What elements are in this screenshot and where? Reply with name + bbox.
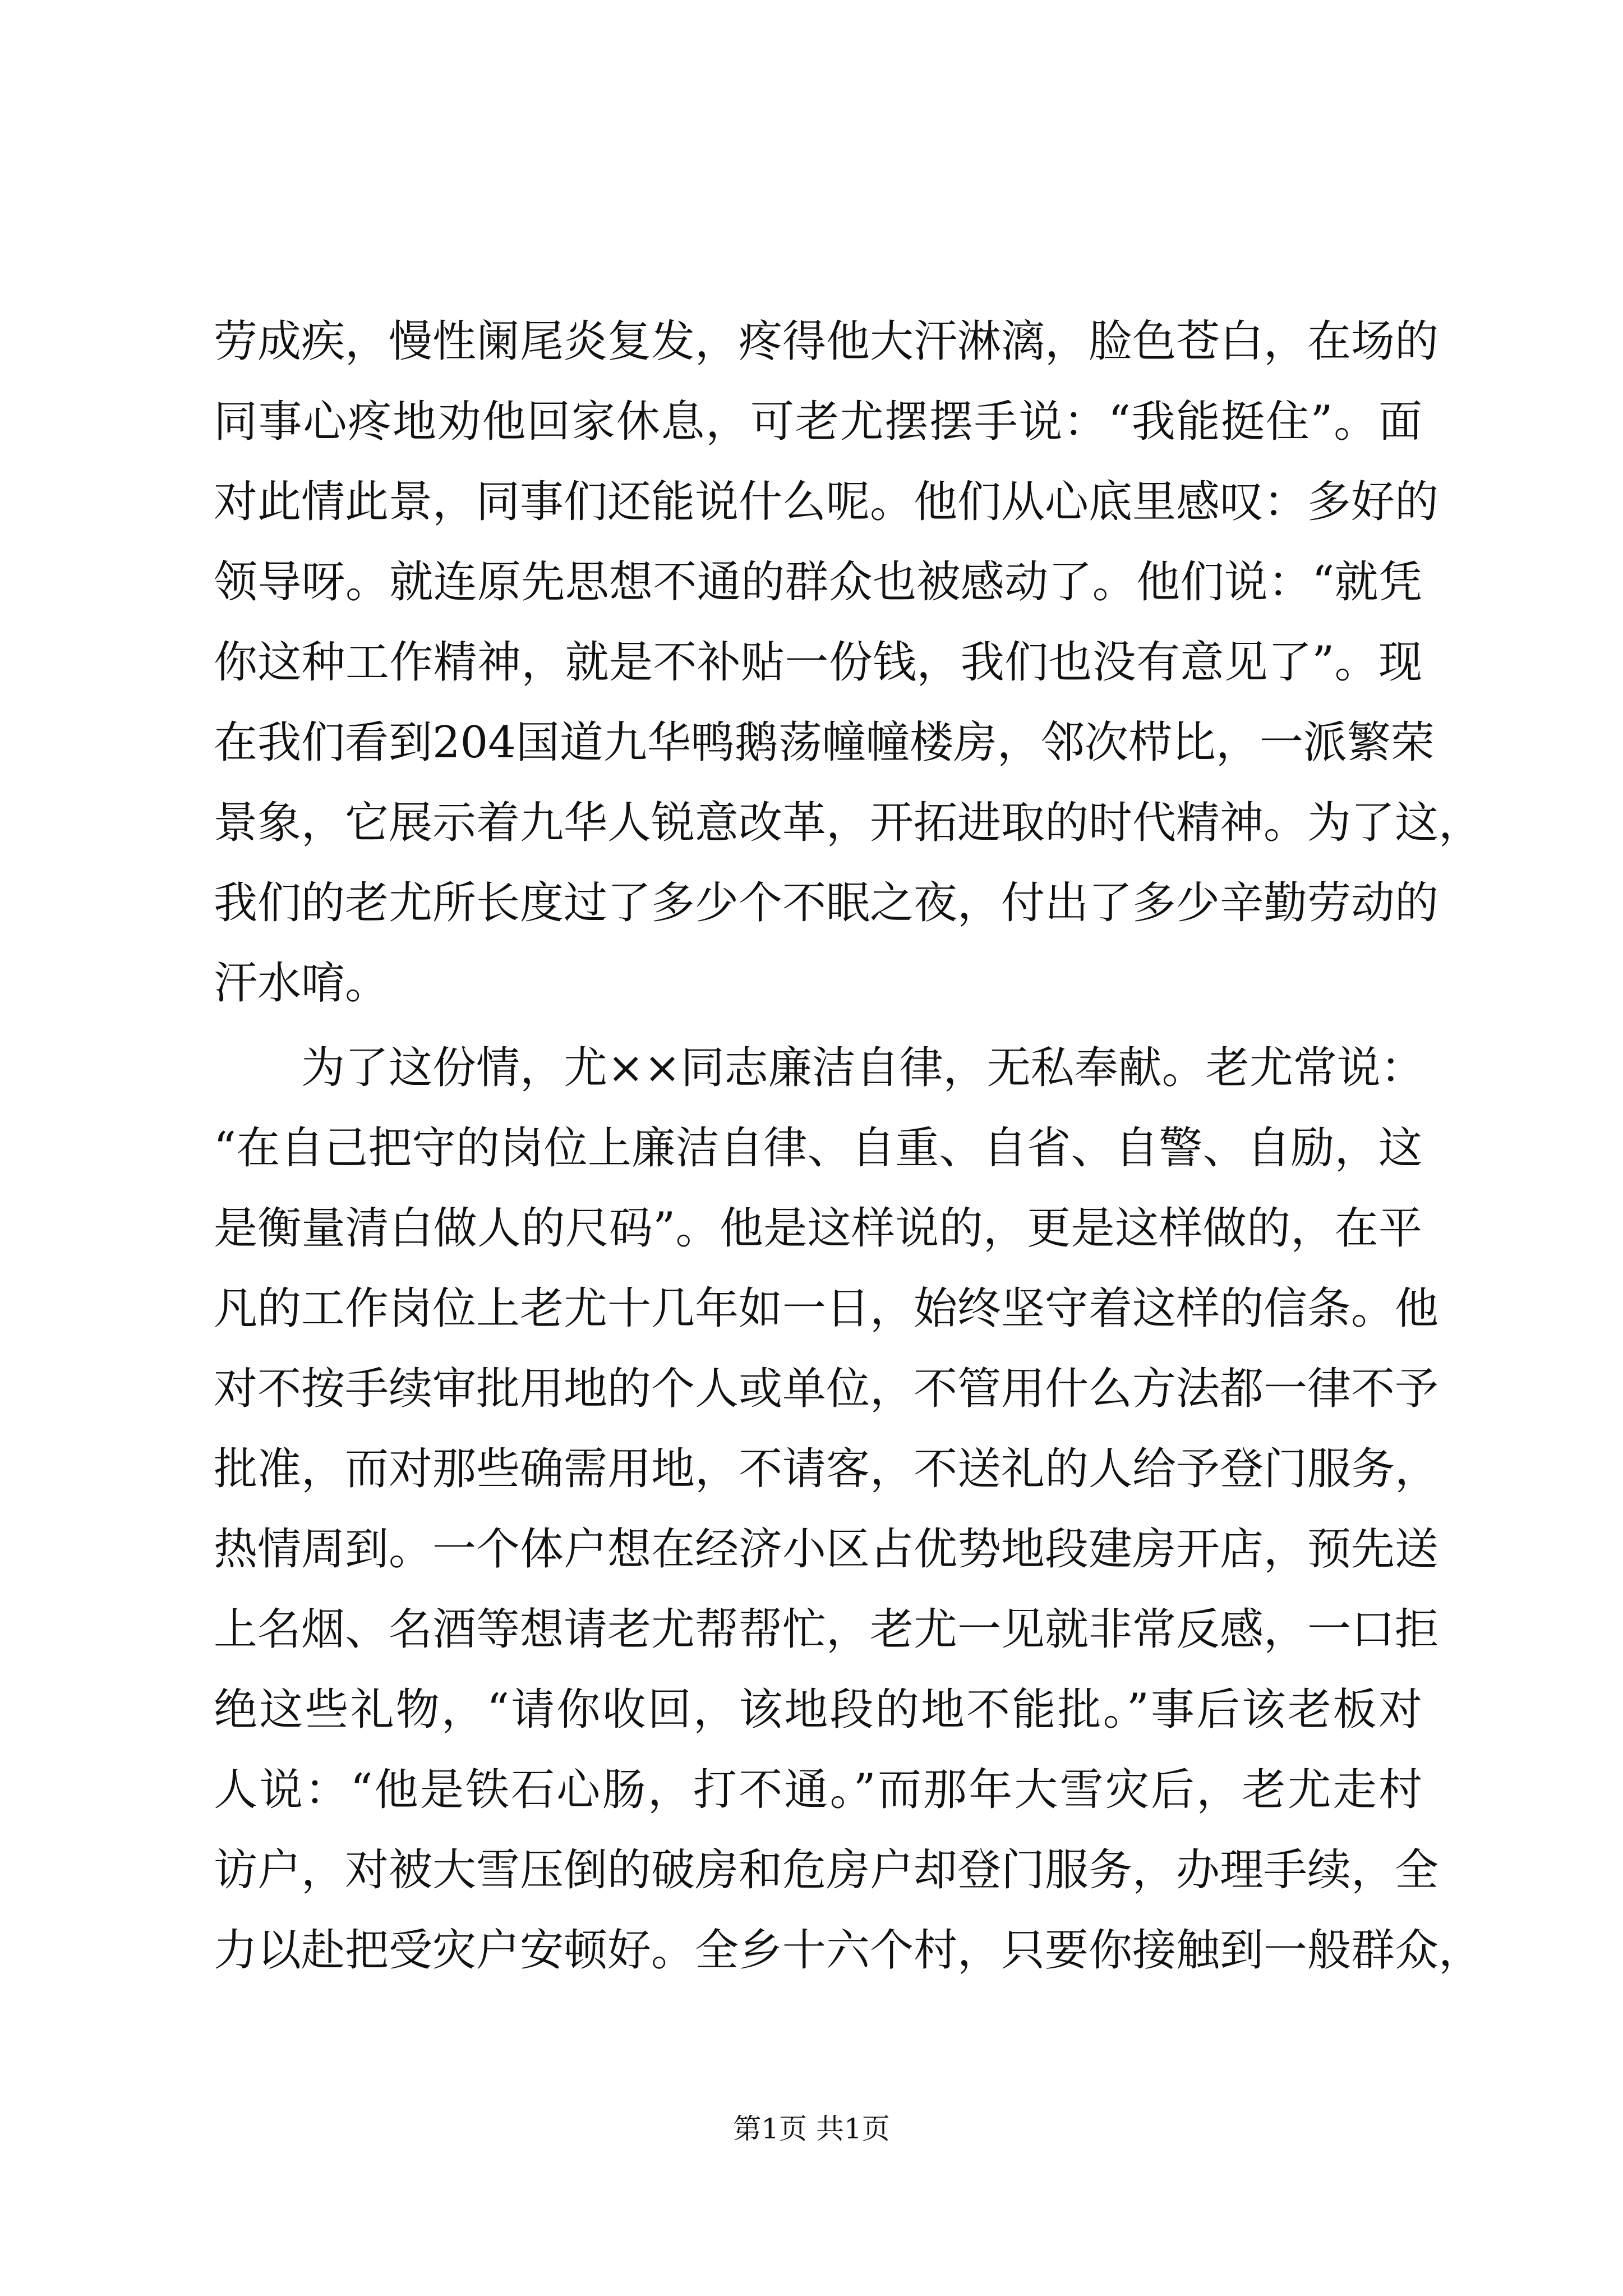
text-line: 汗水唷。 (214, 958, 389, 1009)
text-line: 对此情此景，同事们还能说什么呢。他们从心底里感叹：多好的 (214, 477, 1439, 527)
text-line: “在自己把守的岗位上廉洁自律、自重、自省、自警、自励，这 (214, 1123, 1422, 1174)
text-line: 为了这份情，尤××同志廉洁自律，无私奉献。老尤常说： (301, 1043, 1424, 1093)
text-line: 景象，它展示着九华人锐意改革，开拓进取的时代精神。为了这， (214, 798, 1483, 848)
text-line: 热情周到。一个体户想在经济小区占优势地段建房开店，预先送 (214, 1524, 1439, 1575)
text-line: 你这种工作精神，就是不补贴一份钱，我们也没有意见了”。现 (214, 637, 1422, 688)
text-line: 同事心疼地劝他回家休息，可老尤摆摆手说：“我能挺住”。面 (214, 397, 1422, 447)
page-footer (0, 2109, 1623, 2148)
text-line: 访户，对被大雪压倒的破房和危房户却登门服务，办理手续，全 (214, 1845, 1439, 1895)
text-line: 绝这些礼物，“请你收回，该地段的地不能批。”事后该老板对 (214, 1685, 1422, 1735)
text-line: 上名烟、名酒等想请老尤帮帮忙，老尤一见就非常反感，一口拒 (214, 1604, 1439, 1655)
text-line: 领导呀。就连原先思想不通的群众也被感动了。他们说：“就凭 (214, 557, 1422, 608)
text-line: 是衡量清白做人的尺码”。他是这样说的，更是这样做的，在平 (214, 1203, 1422, 1254)
text-line: 我们的老尤所长度过了多少个不眠之夜，付出了多少辛勤劳动的 (214, 878, 1439, 928)
text-line: 人说：“他是铁石心肠，打不通。”而那年大雪灾后，老尤走村 (214, 1765, 1422, 1815)
text-line: 批准，而对那些确需用地，不请客，不送礼的人给予登门服务， (214, 1444, 1439, 1494)
body-text (214, 302, 1483, 1991)
paragraph-2 (214, 1028, 1483, 1991)
text-line: 劳成疾，慢性阑尾炎复发，疼得他大汗淋漓，脸色苍白，在场的 (214, 316, 1439, 367)
text-line: 在我们看到204国道九华鸭鹅荡幢幢楼房，邻次栉比，一派繁荣 (214, 717, 1435, 768)
text-line: 凡的工作岗位上老尤十几年如一日，始终坚守着这样的信条。他 (214, 1283, 1439, 1334)
text-line: 对不按手续审批用地的个人或单位，不管用什么方法都一律不予 (214, 1364, 1439, 1414)
page-number: 第1页 共1页 (733, 2113, 890, 2145)
text-line: 力以赴把受灾户安顿好。全乡十六个村，只要你接触到一般群众， (214, 1925, 1483, 1976)
paragraph-1 (214, 302, 1483, 1024)
